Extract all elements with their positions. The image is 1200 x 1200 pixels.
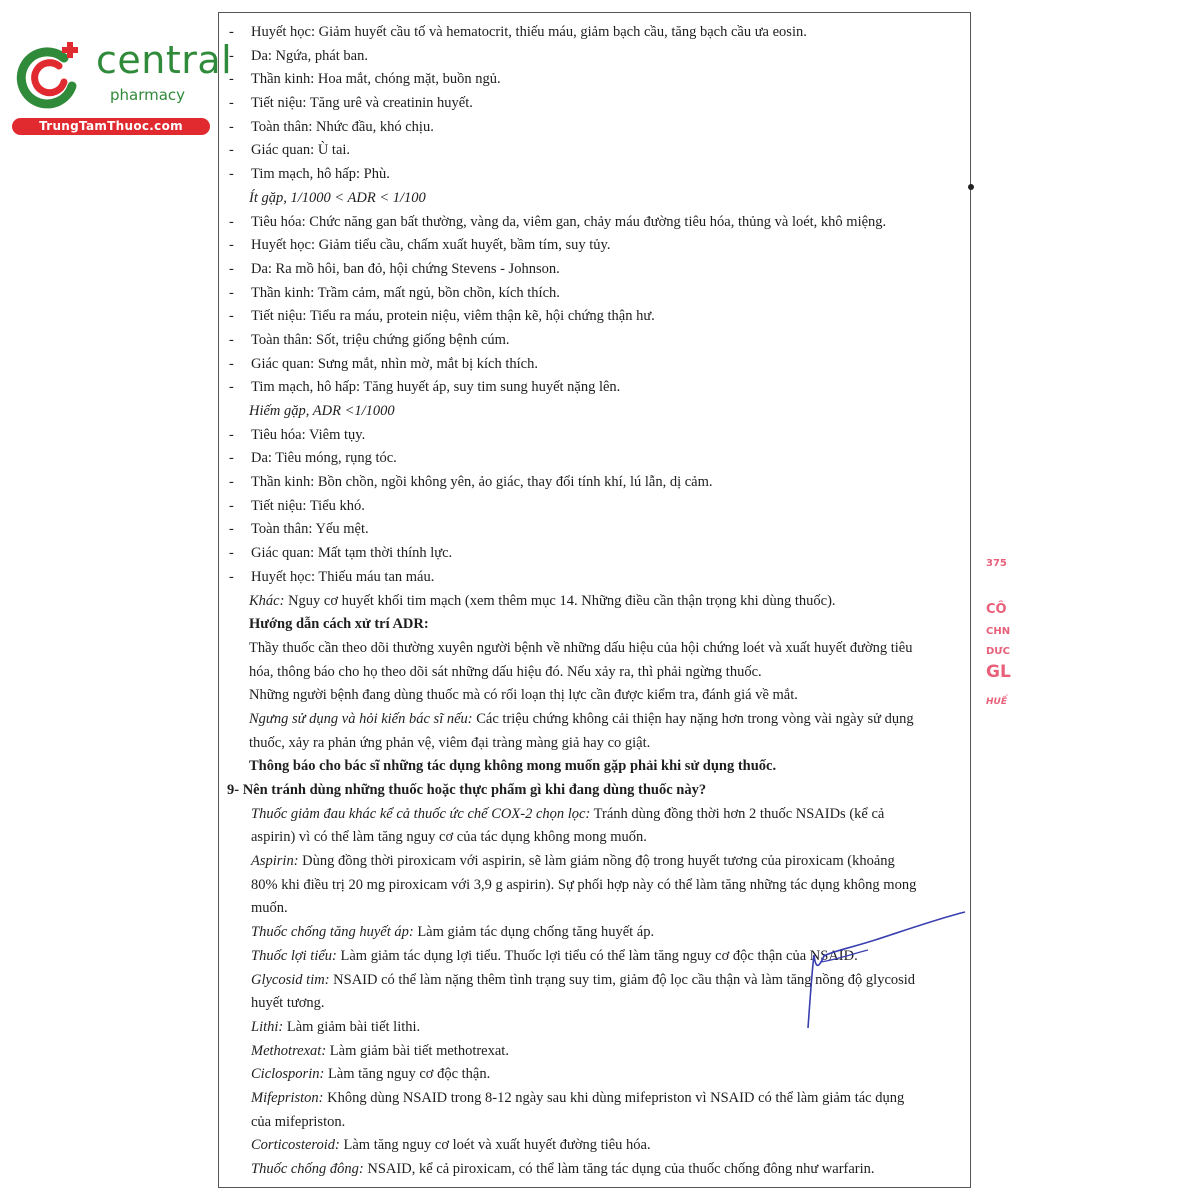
common-item-2: - Da: Ngứa, phát ban.: [221, 45, 973, 69]
rare-item-6: - Giác quan: Mất tạm thời thính lực.: [221, 542, 973, 566]
anticoagulant-line: [221, 1158, 973, 1182]
diuretic-label: Thuốc lợi tiểu:: [251, 947, 337, 964]
rare-item-7: - Huyết học: Thiếu máu tan máu.: [221, 566, 973, 590]
uncommon-item-3: - Da: Ra mồ hôi, ban đỏ, hội chứng Stevens - Johnson.: [221, 258, 973, 282]
adr-heading: Hướng dẫn cách xử trí ADR:: [249, 616, 429, 633]
mifepristone-label: Mifepriston:: [251, 1089, 324, 1106]
logo-subtitle: pharmacy: [110, 86, 186, 104]
aspirin-line-3: muốn.: [251, 900, 288, 917]
other-label: Khác:: [249, 592, 285, 609]
common-item-6: - Giác quan: Ù tai.: [221, 139, 973, 163]
central-logo-icon: [12, 38, 88, 114]
antihypertensive-label: Thuốc chống tăng huyết áp:: [251, 924, 414, 941]
uncommon-item-4: - Thần kinh: Trầm cảm, mất ngủ, bồn chồn, kích thích.: [221, 282, 973, 306]
corticosteroid-line: [221, 1134, 973, 1158]
ciclosporin-label: Ciclosporin:: [251, 1066, 325, 1083]
cox-line-1: [221, 803, 973, 827]
methotrexate-label: Methotrexat:: [251, 1042, 327, 1059]
corticosteroid-label: Corticosteroid:: [251, 1137, 340, 1154]
uncommon-item-8: - Tim mạch, hô hấp: Tăng huyết áp, suy tim sung huyết nặng lên.: [221, 376, 973, 400]
stop-paragraph-line-1: [221, 708, 973, 732]
uncommon-item-1: - Tiêu hóa: Chức năng gan bất thường, vàng da, viêm gan, chảy máu đường tiêu hóa, thủng và loét, khô miệng.: [221, 211, 973, 235]
uncommon-item-5: - Tiết niệu: Tiểu ra máu, protein niệu, viêm thận kẽ, hội chứng thận hư.: [221, 305, 973, 329]
uncommon-item-7: - Giác quan: Sưng mắt, nhìn mờ, mắt bị kích thích.: [221, 353, 973, 377]
cox-text-1: Tránh dùng đồng thời hơn 2 thuốc NSAIDs (kể cả: [590, 805, 885, 822]
adr-paragraph-1-line-2: hóa, thông báo cho họ theo dõi sát những dấu hiệu đó. Nếu xảy ra, thì phải ngừng thuốc.: [249, 663, 762, 680]
ciclosporin-text: Làm tăng nguy cơ độc thận.: [324, 1066, 491, 1083]
stamp-line-2: CÔ: [986, 602, 1007, 617]
glycoside-line-2: huyết tương.: [251, 995, 325, 1012]
rare-item-2: - Da: Tiêu móng, rụng tóc.: [221, 447, 973, 471]
corticosteroid-text: Làm tăng nguy cơ loét và xuất huyết đường tiêu hóa.: [339, 1137, 651, 1154]
aspirin-line-1: [221, 850, 973, 874]
mifepristone-text-1: Không dùng NSAID trong 8-12 ngày sau khi dùng mifepriston vì NSAID có thể làm giảm tác dụng: [323, 1089, 905, 1106]
stop-paragraph-line-2: thuốc, xảy ra phản ứng phản vệ, viêm đại tràng màng giả hay co giật.: [249, 734, 651, 751]
glycoside-text-1: NSAID có thể làm nặng thêm tình trạng suy tim, giảm độ lọc cầu thận và làm tăng nồng độ glycosid: [329, 971, 916, 988]
stop-text-1: Các triệu chứng không cải thiện hay nặng hơn trong vòng vài ngày sử dụng: [472, 710, 914, 727]
logo-website: TrungTamThuoc.com: [12, 118, 210, 135]
common-item-5: - Toàn thân: Nhức đầu, khó chịu.: [221, 116, 973, 140]
stamp-line-4: DƯC: [986, 646, 1010, 657]
rare-item-1: - Tiêu hóa: Viêm tụy.: [221, 424, 973, 448]
stop-label: Ngưng sử dụng và hỏi kiến bác sĩ nếu:: [249, 710, 473, 727]
antihypertensive-text: Làm giảm tác dụng chống tăng huyết áp.: [413, 924, 655, 941]
section-9-heading: 9- Nên tránh dùng những thuốc hoặc thực phẩm gì khi đang dùng thuốc này?: [227, 782, 707, 798]
common-item-1: - Huyết học: Giảm huyết cầu tố và hematocrit, thiếu máu, giảm bạch cầu, tăng bạch cầu ưa eosin.: [221, 21, 973, 45]
logo-name: central: [96, 38, 233, 82]
glycoside-label: Glycosid tim:: [251, 971, 330, 988]
rare-item-3: - Thần kinh: Bồn chồn, ngồi không yên, ảo giác, thay đổi tính khí, lú lẫn, dị cảm.: [221, 471, 973, 495]
red-stamp: [978, 548, 1018, 733]
common-item-7: - Tim mạch, hô hấp: Phù.: [221, 163, 973, 187]
stamp-line-5: GL: [986, 662, 1011, 682]
stamp-line-1: 375: [986, 558, 1007, 569]
mifepristone-line-1: [221, 1087, 973, 1111]
adr-paragraph-1-line-1: Thầy thuốc cần theo dõi thường xuyên người bệnh về những dấu hiệu của hội chứng loét và xuất huyết đường tiêu: [249, 639, 913, 656]
cox-line-2: aspirin) vì có thể làm tăng nguy cơ của tác dụng không mong muốn.: [251, 829, 647, 846]
aspirin-text-1: Dùng đồng thời piroxicam với aspirin, sẽ làm giảm nồng độ trong huyết tương của piroxicam (khoảng: [298, 853, 895, 870]
other-text: Nguy cơ huyết khối tim mạch (xem thêm mục 14. Những điều cần thận trọng khi dùng thuốc).: [284, 592, 836, 609]
methotrexate-line: [221, 1040, 973, 1064]
common-item-3: - Thần kinh: Hoa mắt, chóng mặt, buồn ngủ.: [221, 68, 973, 92]
uncommon-heading: Ít gặp, 1/1000 < ADR < 1/100: [249, 189, 426, 206]
methotrexate-text: Làm giảm bài tiết methotrexat.: [326, 1042, 509, 1059]
rare-heading: Hiếm gặp, ADR <1/1000: [249, 403, 395, 419]
signature-icon: [790, 910, 970, 1040]
anticoagulant-text: NSAID, kể cả piroxicam, có thể làm tăng tác dụng của thuốc chống đông như warfarin.: [363, 1161, 875, 1177]
lithium-label: Lithi:: [251, 1018, 284, 1035]
mifepristone-line-2: của mifepriston.: [251, 1113, 346, 1130]
diuretic-text: Làm giảm tác dụng lợi tiểu. Thuốc lợi tiểu có thể làm tăng nguy cơ độc thận của NSAID.: [336, 947, 858, 964]
stamp-line-6: HUẾ: [986, 697, 1007, 707]
uncommon-item-2: - Huyết học: Giảm tiểu cầu, chấm xuất huyết, bầm tím, suy tủy.: [221, 234, 973, 258]
notify-doctor-note: Thông báo cho bác sĩ những tác dụng không mong muốn gặp phải khi sử dụng thuốc.: [249, 758, 777, 775]
anticoagulant-label: Thuốc chống đông:: [251, 1161, 364, 1177]
aspirin-label: Aspirin:: [251, 853, 299, 870]
central-pharmacy-logo: [10, 38, 233, 138]
adr-paragraph-2: Những người bệnh đang dùng thuốc mà có rối loạn thị lực cần được kiểm tra, đánh giá về mắt.: [249, 687, 798, 704]
common-item-4: - Tiết niệu: Tăng urê và creatinin huyết.: [221, 92, 973, 116]
aspirin-line-2: 80% khi điều trị 20 mg piroxicam với 3,9 g aspirin). Sự phối hợp này có thể làm tăng những tác dụng không mong: [251, 876, 917, 893]
cox-label: Thuốc giảm đau khác kể cả thuốc ức chế COX-2 chọn lọc:: [251, 805, 591, 822]
ciclosporin-line: [221, 1063, 973, 1087]
rare-item-4: - Tiết niệu: Tiểu khó.: [221, 495, 973, 519]
rare-item-5: - Toàn thân: Yếu mệt.: [221, 518, 973, 542]
lithium-text: Làm giảm bài tiết lithi.: [283, 1018, 421, 1035]
other-paragraph: [221, 590, 973, 614]
stamp-line-3: CHN: [986, 626, 1011, 637]
uncommon-item-6: - Toàn thân: Sốt, triệu chứng giống bệnh cúm.: [221, 329, 973, 353]
ink-dot: [968, 184, 974, 190]
